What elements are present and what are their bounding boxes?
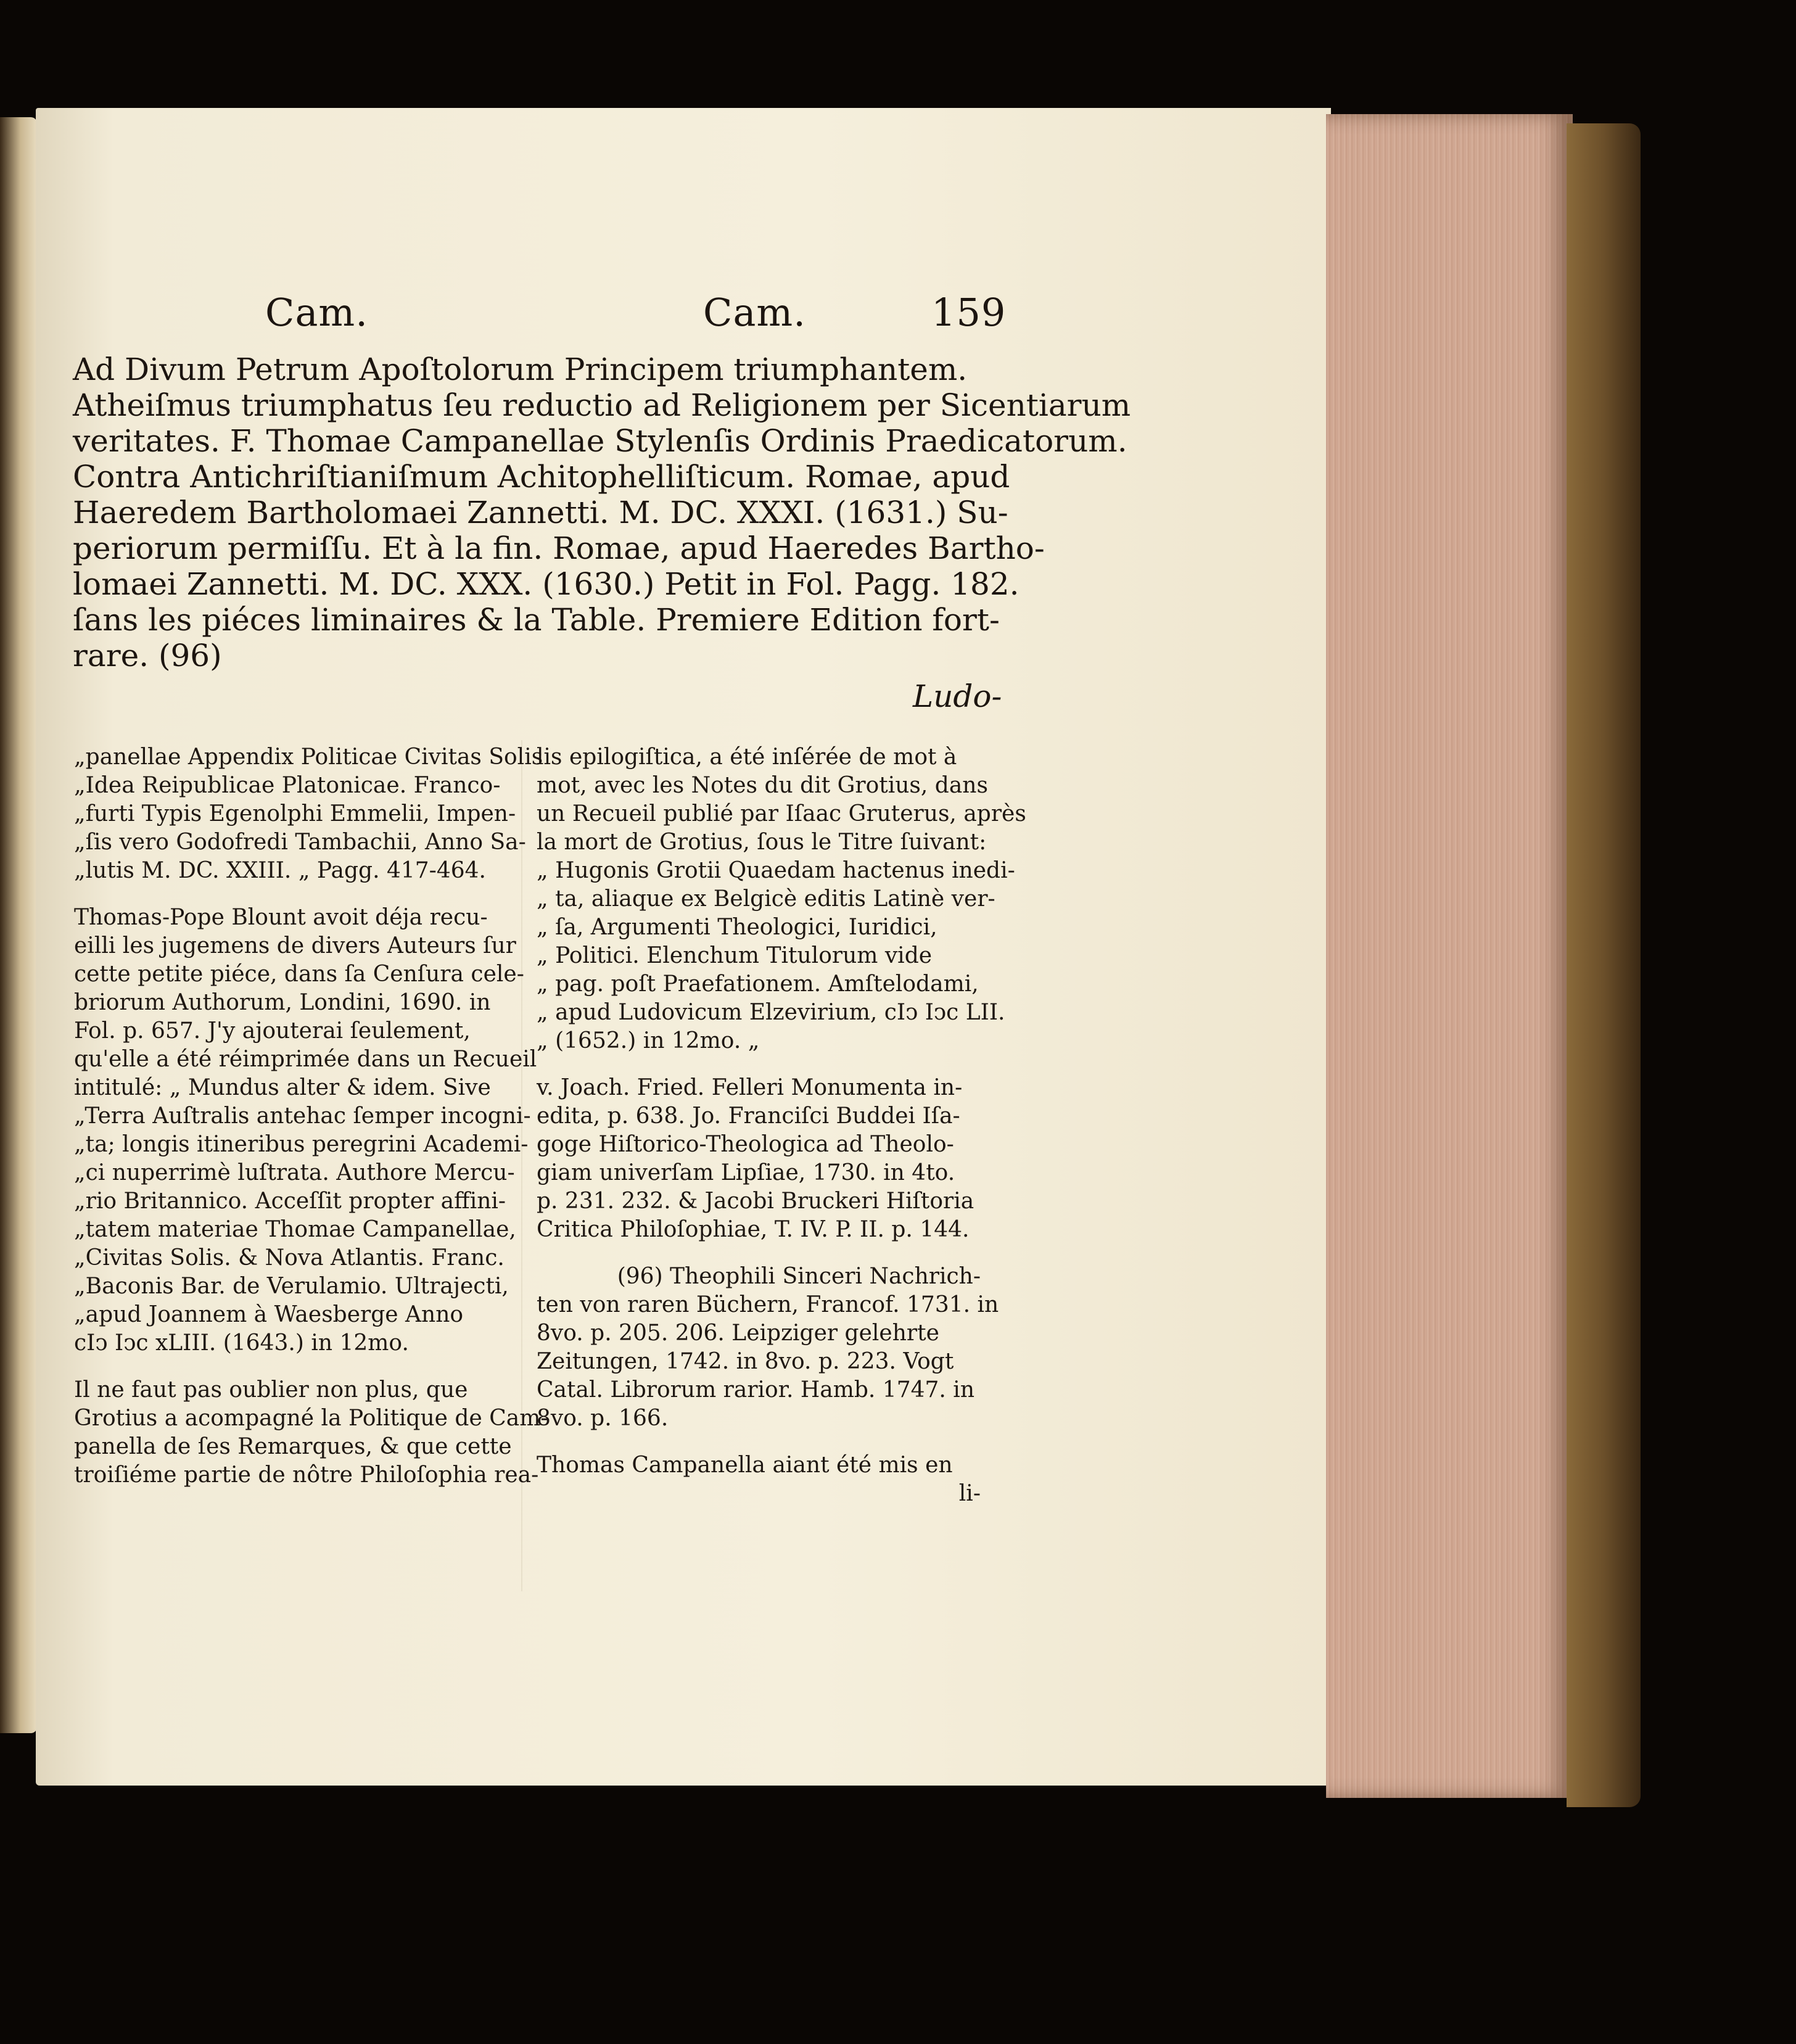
col-line: lis epilogiſtica, a été inſérée de mot à <box>537 744 957 770</box>
col-line: Zeitungen, 1742. in 8vo. p. 223. Vogt <box>537 1349 954 1374</box>
left-column <box>74 743 548 1490</box>
main-line: lomaei Zannetti. M. DC. XXX. (1630.) Petit in Fol. Pagg. 182. <box>73 566 1020 602</box>
col-line: „ Hugonis Grotii Quaedam hactenus inedi- <box>537 858 1015 883</box>
paragraph-gap <box>537 1244 981 1263</box>
main-line: Ad Divum Petrum Apoſtolorum Principem triumphantem. <box>73 352 968 387</box>
col-line: Critica Philoſophiae, T. IV. P. II. p. 144. <box>537 1217 970 1242</box>
running-head-left: Cam. <box>265 290 368 335</box>
col-line: p. 231. 232. & Jacobi Bruckeri Hiſtoria <box>537 1189 974 1214</box>
col-line: li- <box>958 1481 981 1506</box>
col-line: v. Joach. Fried. Felleri Monumenta in- <box>537 1075 963 1100</box>
main-entry <box>73 352 1131 674</box>
col-line: ten von raren Büchern, Francof. 1731. in <box>537 1292 999 1317</box>
col-line: „ pag. poſt Praefationem. Amſtelodami, <box>537 971 979 997</box>
main-line: periorum permiſſu. Et à la fin. Romae, apud Haeredes Bartho- <box>73 530 1045 566</box>
right-column <box>537 743 1026 1508</box>
book-cover <box>1567 123 1641 1807</box>
col-line: qu'elle a été réimprimée dans un Recueil <box>74 1047 537 1072</box>
paragraph-gap <box>74 885 518 904</box>
col-line: Catal. Librorum rarior. Hamb. 1747. in <box>537 1377 974 1403</box>
col-line: „ſis vero Godofredi Tambachii, Anno Sa- <box>74 830 526 855</box>
col-line: intitulé: „ Mundus alter & idem. Sive <box>74 1075 491 1100</box>
col-line: „ (1652.) in 12mo. „ <box>537 1028 760 1053</box>
col-line: panella de ſes Remarques, & que cette <box>74 1434 512 1459</box>
facing-page-edge <box>0 117 37 1733</box>
col-line: „ apud Ludovicum Elzevirium, cIↄ Iↄc LII. <box>537 1000 1005 1025</box>
col-line: „apud Joannem à Waesberge Anno <box>74 1302 464 1327</box>
col-line: goge Hiſtorico-Theologica ad Theolo- <box>537 1132 954 1157</box>
main-line: Haeredem Bartholomaei Zannetti. M. DC. XXXI. (1631.) Su- <box>73 495 1008 530</box>
col-line: Thomas-Pope Blount avoit déja recu- <box>74 905 488 930</box>
col-line: „ Politici. Elenchum Titulorum vide <box>537 943 933 968</box>
col-line: „Idea Reipublicae Platonicae. Franco- <box>74 773 501 798</box>
col-line: briorum Authorum, Londini, 1690. in <box>74 990 491 1015</box>
col-line: „ci nuperrimè luſtrata. Authore Mercu- <box>74 1160 515 1185</box>
col-line: troiſiéme partie de nôtre Philoſophia rea- <box>74 1462 539 1488</box>
page-number: 159 <box>931 290 1007 335</box>
running-head-center: Cam. <box>703 290 806 335</box>
col-line: „ta; longis itineribus peregrini Academi- <box>74 1132 529 1157</box>
col-line: la mort de Grotius, ſous le Titre ſuivant: <box>537 830 987 855</box>
main-line: rare. (96) <box>73 638 222 674</box>
col-line: eilli les jugemens de divers Auteurs ſur <box>74 933 516 958</box>
col-line: cIↄ Iↄc xLIII. (1643.) in 12mo. <box>74 1330 409 1356</box>
paragraph-gap <box>74 1358 518 1376</box>
col-line: mot, avec les Notes du dit Grotius, dans <box>537 773 988 798</box>
col-line: „lutis M. DC. XXIII. „ Pagg. 417-464. <box>74 858 486 883</box>
col-line: un Recueil publié par Iſaac Gruterus, après <box>537 801 1026 826</box>
col-line: Thomas Campanella aiant été mis en <box>537 1453 953 1478</box>
main-line: veritates. F. Thomae Campanellae Stylenſis Ordinis Praedicatorum. <box>73 423 1127 459</box>
col-line: „ ſa, Argumenti Theologici, Iuridici, <box>537 915 937 940</box>
main-line: ſans les piéces liminaires & la Table. Premiere Edition fort- <box>73 602 1000 638</box>
col-line: 8vo. p. 205. 206. Leipziger gelehrte <box>537 1321 939 1346</box>
col-line: „ ta, aliaque ex Belgicè editis Latinè ver- <box>537 886 995 912</box>
col-line: cette petite piéce, dans ſa Cenſura cele- <box>74 962 524 987</box>
paragraph-gap <box>537 1055 981 1074</box>
col-line: „furti Typis Egenolphi Emmelii, Impen- <box>74 801 516 826</box>
page-block-edges <box>1326 114 1573 1798</box>
col-line: „panellae Appendix Politicae Civitas Solis <box>74 744 543 770</box>
col-line: edita, p. 638. Jo. Franciſci Buddei Iſa- <box>537 1103 960 1129</box>
col-line: Grotius a acompagné la Politique de Cam- <box>74 1406 548 1431</box>
col-line: Fol. p. 657. J'y ajouterai ſeulement, <box>74 1018 471 1044</box>
col-line: „rio Britannico. Acceſſit propter affini- <box>74 1189 506 1214</box>
col-line: (96) Theophili Sinceri Nachrich- <box>617 1264 981 1289</box>
col-line: 8vo. p. 166. <box>537 1406 669 1431</box>
catchword: Ludo- <box>913 678 1002 714</box>
col-line: „Baconis Bar. de Verulamio. Ultrajecti, <box>74 1274 509 1299</box>
col-line: „Terra Auſtralis antehac ſemper incogni- <box>74 1103 531 1129</box>
col-line: „tatem materiae Thomae Campanellae, <box>74 1217 516 1242</box>
paragraph-gap <box>537 1433 981 1451</box>
col-line: „Civitas Solis. & Nova Atlantis. Franc. <box>74 1245 505 1271</box>
col-line: giam univerſam Lipſiae, 1730. in 4to. <box>537 1160 955 1185</box>
main-line: Contra Antichriſtianiſmum Achitophelliſticum. Romae, apud <box>73 459 1010 495</box>
main-line: Atheiſmus triumphatus ſeu reductio ad Religionem per Sicentiarum <box>73 387 1131 423</box>
col-line: Il ne faut pas oublier non plus, que <box>74 1377 468 1403</box>
